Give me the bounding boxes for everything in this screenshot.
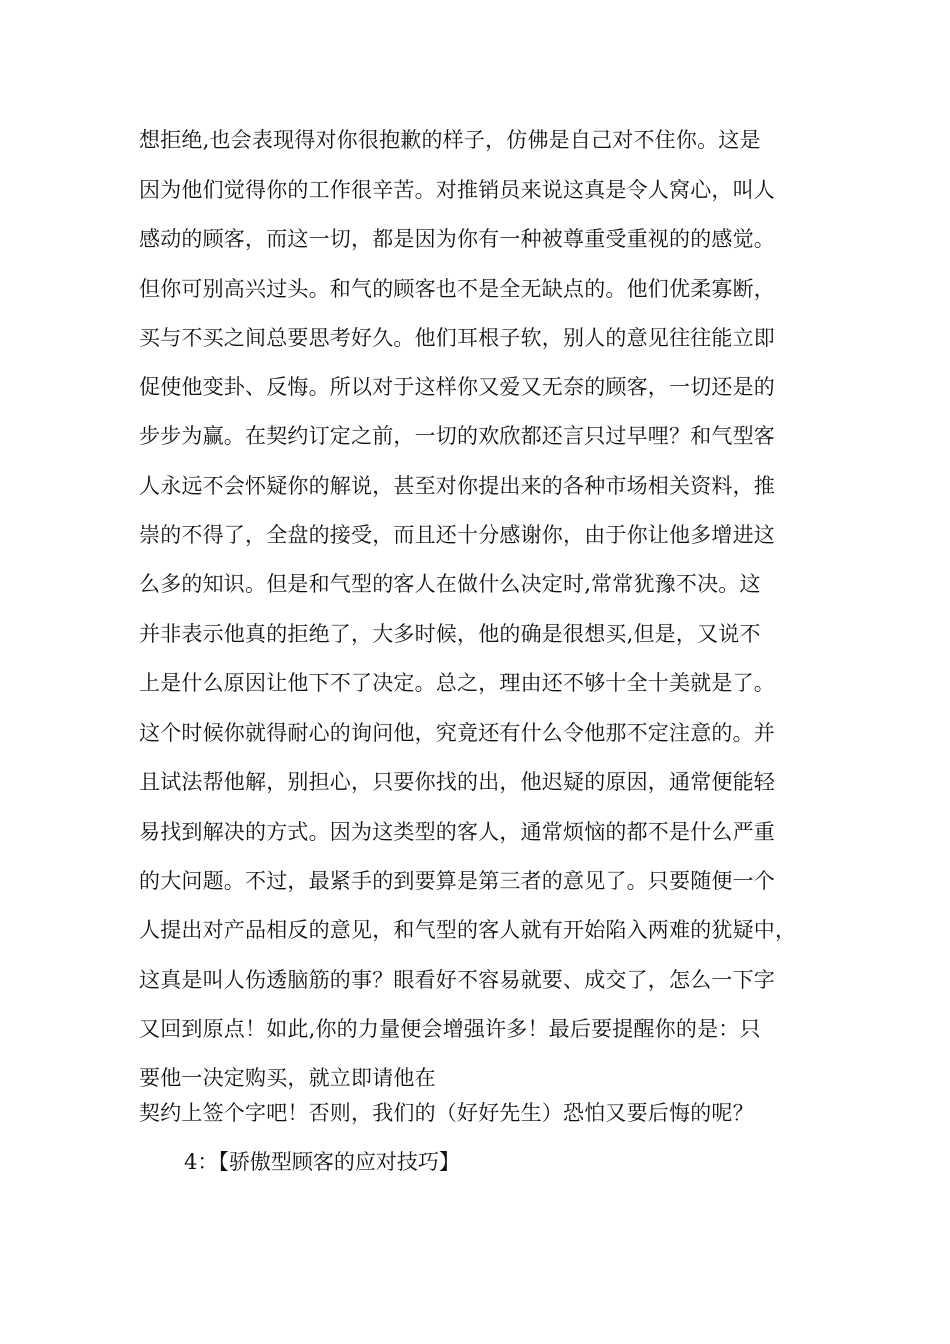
paragraph-line: 人永远不会怀疑你的解说，甚至对你提出来的各种市场相关资料，推	[139, 474, 775, 498]
paragraph-line: 但你可别高兴过头。和气的顾客也不是全无缺点的。他们优柔寡断，	[139, 277, 775, 301]
paragraph-line: 上是什么原因让他下不了决定。总之，理由还不够十全十美就是了。	[139, 671, 775, 695]
paragraph-line: 促使他变卦、反悔。所以对于这样你又爱又无奈的顾客，一切还是的	[139, 375, 775, 399]
paragraph-line: 感动的顾客，而这一切，都是因为你有一种被尊重受重视的的感觉。	[139, 227, 775, 251]
paragraph-line: 这个时候你就得耐心的询问他，究竟还有什么令他那不定注意的。并	[139, 721, 775, 745]
section-heading: 4：【骄傲型顾客的应对技巧】	[184, 1150, 460, 1174]
paragraph-line: 的大问题。不过，最紧手的到要算是第三者的意见了。只要随便一个	[139, 869, 775, 893]
paragraph-line: 且试法帮他解，别担心，只要你找的出，他迟疑的原因，通常便能轻	[139, 770, 775, 794]
paragraph-line: 人提出对产品相反的意见，和气型的客人就有开始陷入两难的犹疑中，	[139, 918, 797, 942]
paragraph-line: 易找到解决的方式。因为这类型的客人，通常烦恼的都不是什么严重	[139, 820, 775, 844]
paragraph-line: 又回到原点！如此,你的力量便会增强许多！最后要提醒你的是：只	[139, 1017, 761, 1041]
paragraph-line: 契约上签个字吧！否则，我们的（好好先生）恐怕又要后悔的呢？	[139, 1101, 754, 1125]
paragraph-line: 买与不买之间总要思考好久。他们耳根子软，别人的意见往往能立即	[139, 326, 775, 350]
paragraph-line: 想拒绝,也会表现得对你很抱歉的样子，仿佛是自己对不住你。这是	[139, 128, 761, 152]
paragraph-line: 步步为赢。在契约订定之前，一切的欢欣都还言只过早哩？和气型客	[139, 424, 775, 448]
paragraph-line: 崇的不得了，全盘的接受，而且还十分感谢你，由于你让他多增进这	[139, 523, 775, 547]
paragraph-line: 并非表示他真的拒绝了，大多时候，他的确是很想买,但是，又说不	[139, 622, 761, 646]
paragraph-line: 要他一决定购买，就立即请他在	[139, 1066, 436, 1090]
paragraph-line: 么多的知识。但是和气型的客人在做什么决定时,常常犹豫不决。这	[139, 572, 761, 596]
paragraph-line: 因为他们觉得你的工作很辛苦。对推销员来说这真是令人窝心，叫人	[139, 178, 775, 202]
paragraph-line: 这真是叫人伤透脑筋的事？眼看好不容易就要、成交了，怎么一下字	[139, 968, 775, 992]
